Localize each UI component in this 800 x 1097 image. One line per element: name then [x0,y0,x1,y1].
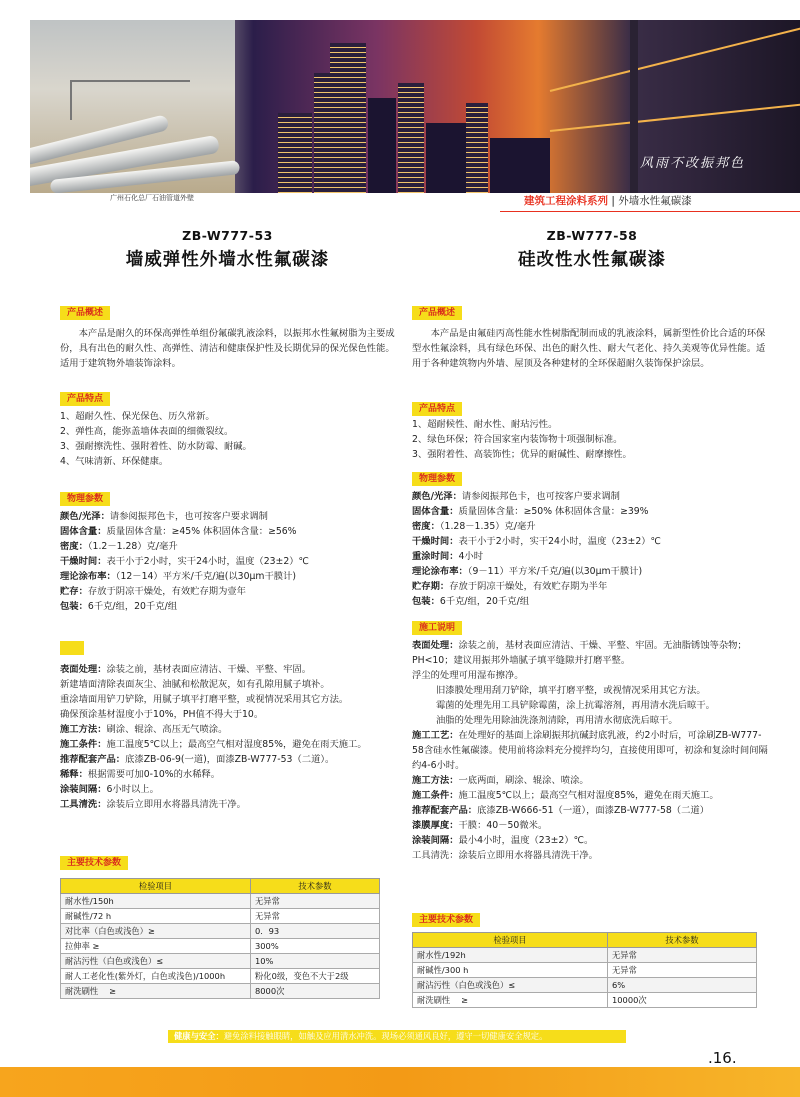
param-row: 理论涂布率：（9－11）平方米/千克/遍(以30μm干膜计) [412,566,643,577]
construction-row: 施工方法：一底两面，刷涂、辊涂、喷涂。 [412,775,589,786]
left-params-tag: 物理参数 [60,492,110,506]
construction-row: 重涂墙面用铲刀铲除，用腻子填平打磨平整，或视情况采用其它方法。 [60,694,349,705]
series-accent: 建筑工程涂料系列 [524,195,608,207]
list-item: 4、气味清新、环保健康。 [60,456,169,467]
left-features-tag: 产品特点 [60,392,110,406]
table-row: 耐碱性/72 h 无异常 [61,909,380,924]
series-name: 外墙水性氟碳漆 [618,195,692,207]
right-product-header [412,228,772,271]
param-row: 颜色/光泽：请参阅振邦色卡，也可按客户要求调制 [412,491,620,502]
page-number: .16. [708,1049,737,1067]
construction-row: 新建墙面清除表面灰尘、油腻和松散泥灰，如有孔隙用腻子填补。 [60,679,330,690]
list-item: 1、超耐候性、耐水性、耐玷污性。 [412,419,558,430]
table-header-row: 检验项目 技术参数 [61,879,380,894]
param-row: 包装：6千克/组，20千克/组 [412,596,529,607]
right-construction-list [412,638,772,863]
right-params-tag: 物理参数 [412,472,462,486]
param-row: 干燥时间：表干小于2小时，实干24小时，温度（23±2）℃ [412,536,661,547]
series-heading [524,193,692,208]
construction-row: 确保预涂基材湿度小于10%，PH值不得大于10。 [60,709,264,720]
table-header-row: 检验项目 技术参数 [413,933,757,948]
list-item: 2、绿色环保；符合国家室内装饰物十项强制标准。 [412,434,623,445]
right-overview-text: 本产品是由氟硅丙高性能水性树脂配制而成的乳液涂料，属新型性价比合适的环保型水性氟涂料，具有绿色环保、出色的耐久性、耐大气老化、持久美观等优异性能。适用于各种建筑物内外墙、屋顶及各种建材的全环保超耐久装饰保护涂层。 [412,328,766,369]
right-tech-section [412,907,772,1008]
right-construction-tag: 施工说明 [412,621,462,635]
left-tech-section [60,850,395,999]
left-params-list [60,509,395,614]
table-row: 耐水性/192h 无异常 [413,948,757,963]
left-overview-tag: 产品概述 [60,306,110,320]
table-row: 耐水性/150h 无异常 [61,894,380,909]
left-product-title: 墙威弹性外墙水性氟碳漆 [125,250,330,270]
construction-row: 油脂的处理先用除油洗涤剂清除，再用清水彻底洗后晾干。 [436,715,678,726]
table-row: 耐洗刷性 ≥ 10000次 [413,993,757,1008]
banner-slogan: 风雨不改振邦色 [640,156,746,171]
param-row: 包装：6千克/组，20千克/组 [60,601,177,612]
construction-row: 工具清洗：涂装后立即用水将器具清洗干净。 [60,799,246,810]
refinery-pipeline-photo [30,20,235,193]
left-spec-table [60,878,380,999]
construction-row: 表面处理：涂装之前，基材表面应清洁、干燥、平整、牢固。 [60,664,312,675]
banner-photo-caption: 广州石化总厂石油管道外壁 [110,194,194,202]
table-row: 耐沾污性（白色或浅色）≤ 10% [61,954,380,969]
param-row: 干燥时间：表干小于2小时，实干24小时，温度（23±2）℃ [60,556,309,567]
right-overview-section [412,300,772,371]
construction-row: 漆膜厚度：干膜：40－50微米。 [412,820,548,831]
param-row: 理论涂布率：（12－14）平方米/千克/遍(以30μm干膜计) [60,571,296,582]
table-row: 耐沾污性（白色或浅色）≤ 6% [413,978,757,993]
param-row: 重涂时间：4小时 [412,551,484,562]
right-overview-tag: 产品概述 [412,306,462,320]
construction-row: 施工条件：施工温度5℃以上；最高空气相对湿度85%，避免在雨天施工。 [412,790,719,801]
list-item: 1、超耐久性、保光保色、历久常新。 [60,411,215,422]
param-row: 颜色/光泽：请参阅振邦色卡，也可按客户要求调制 [60,511,268,522]
table-row: 对比率（白色或浅色）≥ 0．93 [61,924,380,939]
construction-row: 稀释：根据需要可加0-10%的水稀释。 [60,769,221,780]
left-tech-tag: 主要技术参数 [60,856,128,870]
right-product-code: ZB-W777-58 [546,228,638,243]
construction-row: 霉菌的处理先用工具铲除霉菌，涂上抗霉溶剂，再用清水洗后晾干。 [436,700,715,711]
right-features-list [412,417,772,462]
list-item: 3、强耐擦洗性、强附着性、防水防霉、耐碱。 [60,441,252,452]
safety-text: 避免涂料接触眼睛，如触及应用清水冲洗。现场必须通风良好，遵守一切健康安全规定。 [223,1031,548,1041]
footer-bar [0,1067,800,1097]
safety-label: 健康与安全： [174,1031,224,1041]
right-features-section [412,396,772,462]
construction-row: 涂装间隔：6小时以上。 [60,784,159,795]
table-row: 耐碱性/300 h 无异常 [413,963,757,978]
construction-row: 表面处理：涂装之前，基材表面应清洁、干燥、平整、牢固。无油脂锈蚀等杂物；PH<10；建议用振邦外墙腻子填平缝隙并打磨平整。 [412,640,747,666]
table-row: 拉伸率 ≥ 300% [61,939,380,954]
left-product-header [60,228,395,271]
right-construction-section [412,615,772,863]
safety-notice [168,1030,626,1043]
left-construction-section [60,640,395,812]
construction-row: 推荐配套产品：底漆ZB-W666-51（一道），面漆ZB-W777-58（二道） [412,805,709,816]
left-features-section [60,386,395,469]
right-tech-tag: 主要技术参数 [412,913,480,927]
table-row: 耐洗刷性 ≥ 8000次 [61,984,380,999]
table-row: 耐人工老化性(紫外灯，白色或浅色)/1000h 粉化0级，变色不大于2级 [61,969,380,984]
construction-row: 推荐配套产品：底漆ZB-06-9(一道)，面漆ZB-W777-53（二道）。 [60,754,335,765]
left-construction-tag-blank [60,641,84,655]
construction-row: 旧漆膜处理用刮刀铲除，填平打磨平整，或视情况采用其它方法。 [436,685,706,696]
left-params-section [60,486,395,614]
series-divider [500,211,800,212]
left-overview-text: 本产品是耐久的环保高弹性单组份氟碳乳液涂料，以振邦水性氟树脂为主要成份，具有出色的耐久性、高弹性、清洁和健康保护性及长期优异的保光保色性能。适用于建筑物外墙装饰涂料。 [60,328,395,369]
right-features-tag: 产品特点 [412,402,462,416]
construction-row: 涂装间隔：最小4小时，温度（23±2）℃。 [412,835,594,846]
param-row: 固体含量：质量固体含量：≥50% 体积固体含量：≥39% [412,506,649,517]
param-row: 密度：（1.28－1.35）克/毫升 [412,521,536,532]
right-product-title: 硅改性水性氟碳漆 [518,250,666,270]
list-item: 3、强附着性、高装饰性；优异的耐碱性、耐摩擦性。 [412,449,632,460]
construction-row: 浮尘的处理可用湿布擦净。 [412,670,524,681]
param-row: 密度：（1.2－1.28）克/毫升 [60,541,178,552]
left-product-code: ZB-W777-53 [182,228,273,243]
right-params-list [412,489,772,609]
left-features-list [60,409,395,469]
construction-row: 施工工艺：在处理好的基面上涂刷振邦抗碱封底乳液，约2小时后，可涂刷ZB-W777-58含硅水性氟碳漆。使用前将涂料充分搅拌均匀，直接使用即可，初涂和复涂时间间隔约4-6小时。 [412,730,768,771]
right-params-section [412,466,772,609]
series-separator: | [611,195,615,207]
construction-row: 工具清洗：涂装后立即用水将器具清洗干净。 [412,850,598,861]
header-banner [30,20,800,193]
construction-row: 施工方法：刷涂、辊涂、高压无气喷涂。 [60,724,228,735]
list-item: 2、弹性高，能弥盖墙体表面的细微裂纹。 [60,426,234,437]
left-overview-section [60,300,395,371]
param-row: 固体含量：质量固体含量：≥45% 体积固体含量：≥56% [60,526,297,537]
left-construction-list [60,662,395,812]
param-row: 贮存期：存放于阴凉干燥处，有效贮存期为半年 [412,581,608,592]
param-row: 贮存：存放于阴凉干燥处，有效贮存期为壹年 [60,586,246,597]
construction-row: 施工条件：施工温度5℃以上；最高空气相对湿度85%，避免在雨天施工。 [60,739,367,750]
right-spec-table [412,932,757,1008]
